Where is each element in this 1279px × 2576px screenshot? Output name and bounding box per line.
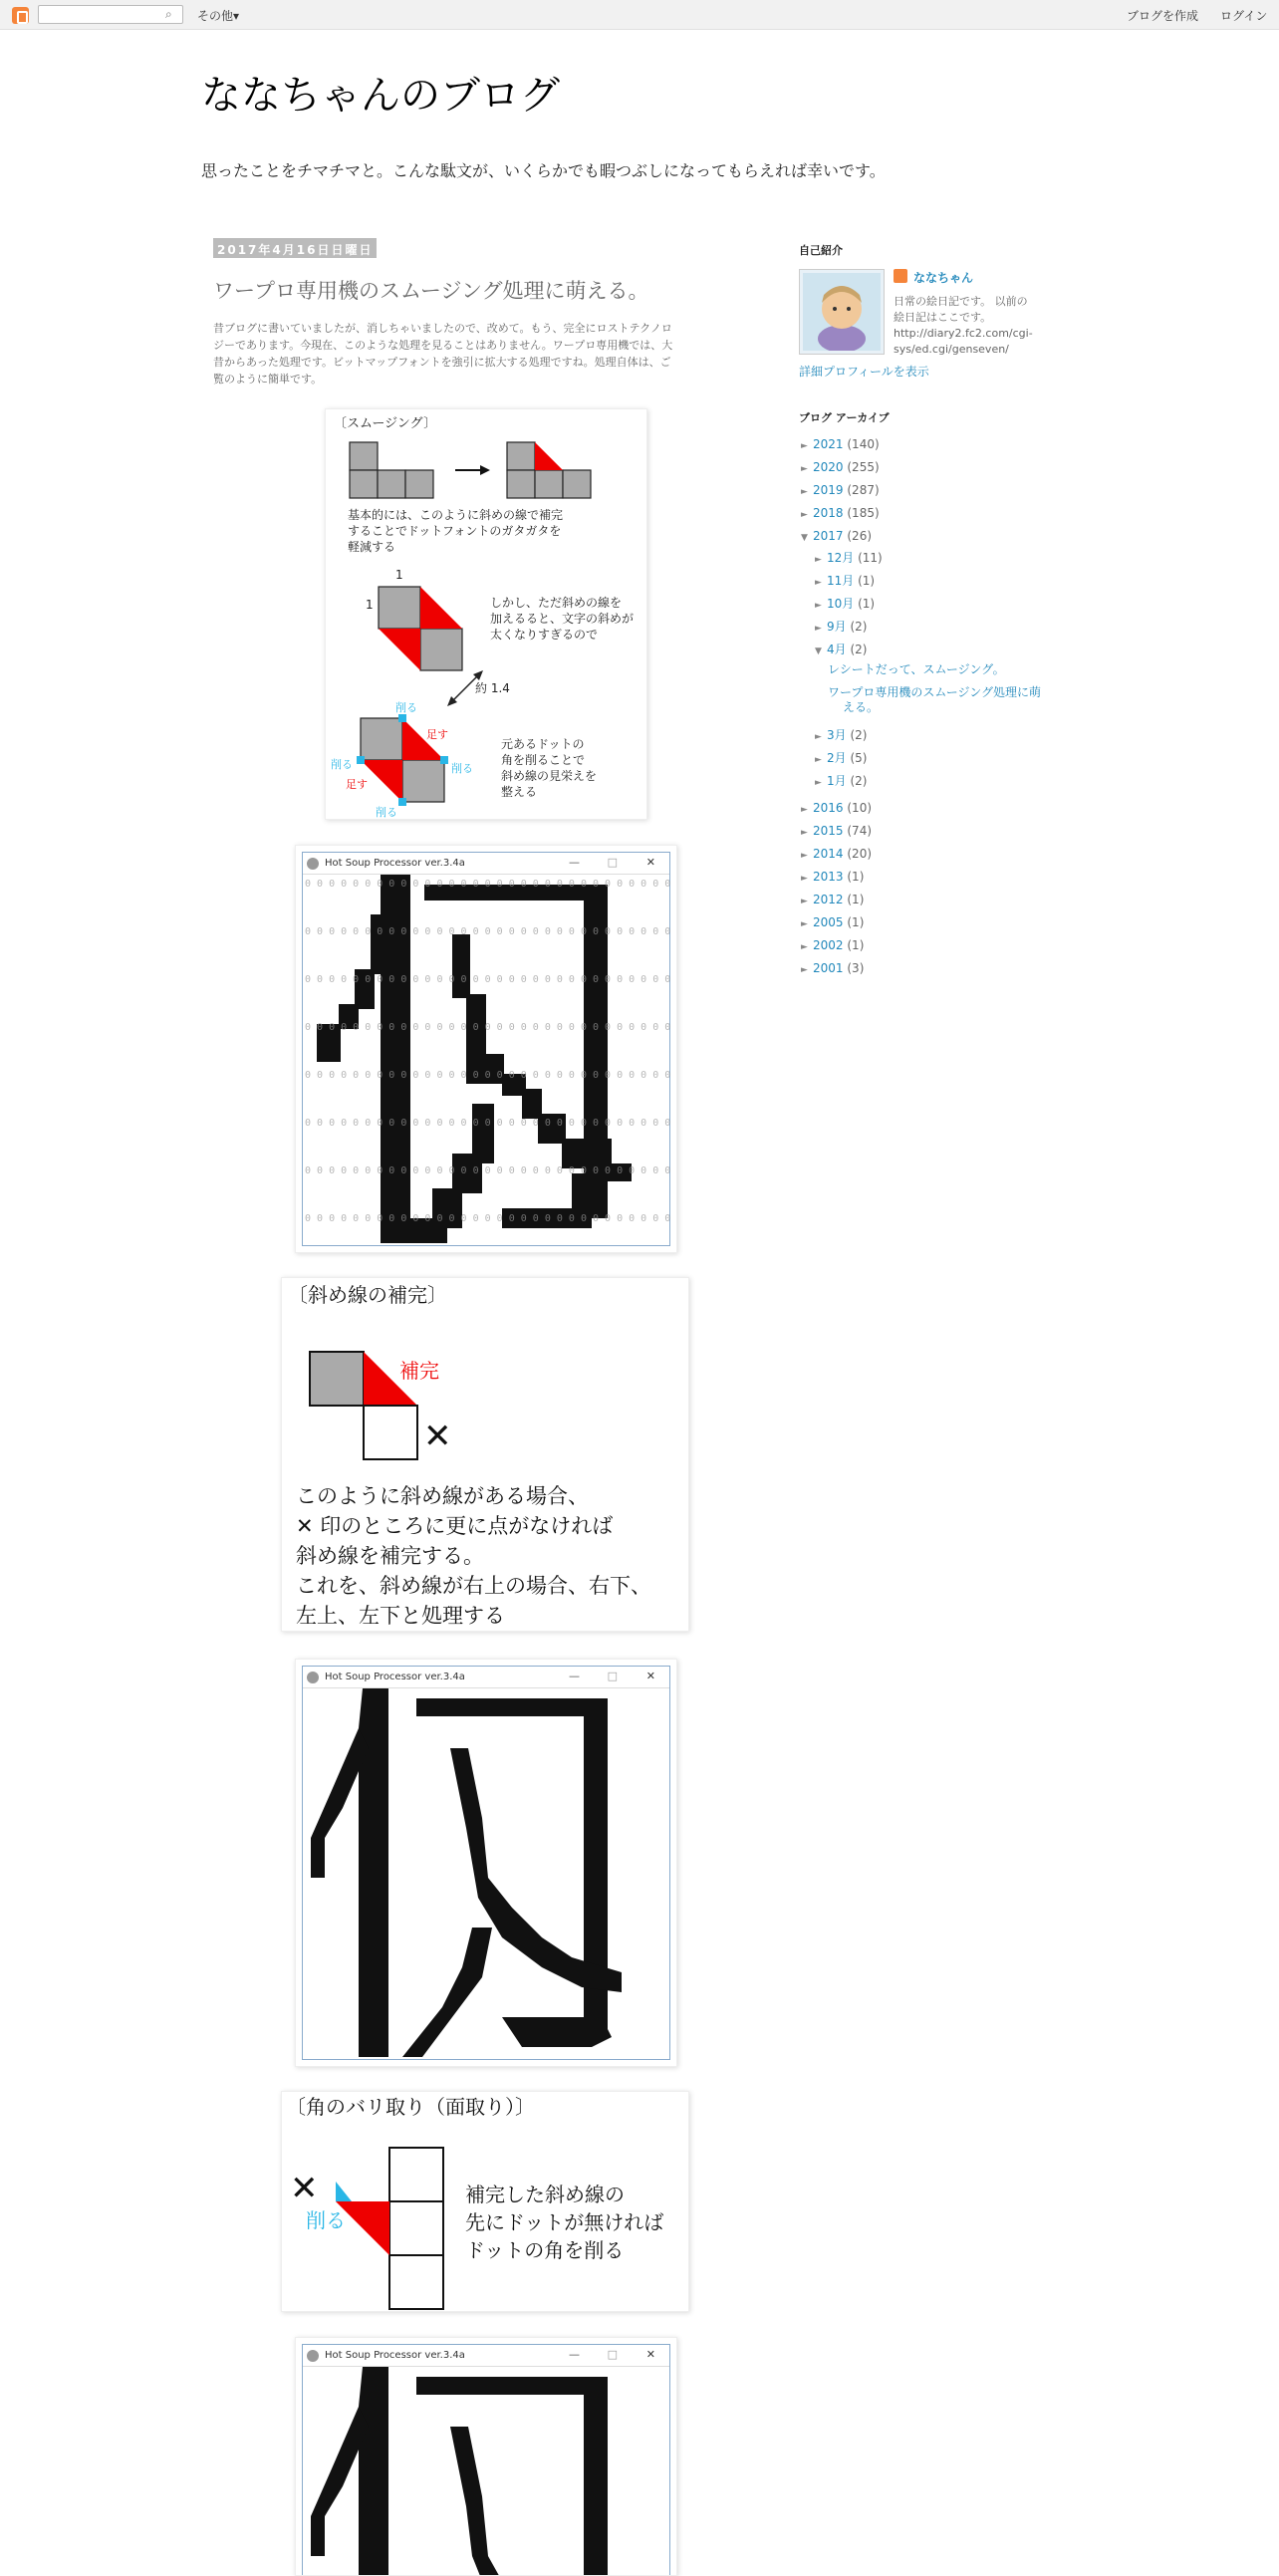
archive-month[interactable]: ► 3月 (2) <box>815 728 868 742</box>
expand-icon: ► <box>801 828 808 838</box>
archive-year[interactable]: ► 2021 (140) <box>801 437 880 451</box>
blogger-navbar <box>0 0 1279 30</box>
profile-name-link[interactable]: ななちゃん <box>913 271 974 285</box>
hsp-window-partial-image[interactable] <box>295 2337 677 2576</box>
more-menu[interactable]: その他▾ <box>197 9 240 23</box>
collapse-icon: ▼ <box>801 533 808 543</box>
create-blog-link[interactable]: ブログを作成 <box>1127 9 1199 23</box>
minimize-icon[interactable]: — <box>569 1670 580 1682</box>
svg-text:✕ 印のところに更に点がなければ: ✕ 印のところに更に点がなければ <box>296 1514 614 1538</box>
archive-month-expanded[interactable]: ▼ 4月 (2) <box>815 643 868 656</box>
archive-post-link[interactable]: レシートだって、スムージング。 <box>828 662 1005 676</box>
expand-icon: ► <box>815 778 822 788</box>
svg-text:ドットの角を削る: ドットの角を削る <box>465 2238 625 2262</box>
maximize-icon[interactable]: □ <box>607 856 618 869</box>
expand-icon: ► <box>801 919 808 929</box>
archive-month[interactable]: ► 10月 (1) <box>815 597 876 611</box>
corner-deburr-image[interactable] <box>281 2091 689 2312</box>
svg-text:約 1.4: 約 1.4 <box>475 681 510 695</box>
deburred-glyph <box>303 2367 670 2575</box>
svg-text:削る: 削る <box>451 762 473 775</box>
expand-icon: ► <box>801 874 808 884</box>
archive-year[interactable]: ► 2001 (3) <box>801 961 865 975</box>
archive-post-link-cont[interactable]: える。 <box>843 700 880 714</box>
archive-heading: ブログ アーカイブ <box>799 411 890 424</box>
svg-text:足す: 足す <box>346 778 368 791</box>
svg-text:足す: 足す <box>426 728 448 741</box>
svg-text:これを、斜め線が右上の場合、右下、: これを、斜め線が右上の場合、右下、 <box>296 1574 651 1598</box>
archive-year[interactable]: ► 2016 (10) <box>801 801 873 815</box>
svg-text:1: 1 <box>366 598 374 612</box>
window-title: Hot Soup Processor ver.3.4a <box>325 858 465 869</box>
svg-text:斜め線の見栄えを: 斜め線の見栄えを <box>501 769 598 783</box>
expand-icon: ► <box>801 441 808 451</box>
expand-icon: ► <box>815 755 822 765</box>
svg-text:✕: ✕ <box>290 2169 319 2208</box>
svg-text:〔斜め線の補完〕: 〔斜め線の補完〕 <box>288 1283 447 1307</box>
svg-text:補完した斜め線の: 補完した斜め線の <box>465 2183 625 2206</box>
blog-description: 思ったことをチマチマと。こんな駄文が、いくらかでも暇つぶしになってもらえれば幸いです。 <box>201 161 886 180</box>
svg-text:0 0 0 0 0 0 0 0 0 0 0 0 0 0 0: 0 0 0 0 0 0 0 0 0 0 0 0 0 0 0 0 0 0 0 0 0 0 0 0 0 0 0 0 0 0 0 <box>305 1118 671 1129</box>
minimize-icon[interactable]: — <box>569 2348 580 2361</box>
search-icon[interactable]: ⌕ <box>165 7 172 21</box>
expand-icon: ► <box>815 578 822 588</box>
login-link[interactable]: ログイン <box>1220 9 1268 23</box>
hsp-window-matrix-image[interactable] <box>295 845 677 1253</box>
svg-text:斜め線を補完する。: 斜め線を補完する。 <box>296 1544 484 1568</box>
archive-year[interactable]: ► 2014 (20) <box>801 847 873 861</box>
archive-year[interactable]: ► 2012 (1) <box>801 893 865 906</box>
fig1-line1: 基本的には、このように斜めの線で補完 <box>348 508 564 522</box>
archive-year[interactable]: ► 2005 (1) <box>801 915 865 929</box>
archive-year[interactable]: ► 2020 (255) <box>801 460 880 474</box>
post-body-line: 昔ブログに書いていましたが、消しちゃいましたので、改めて。もう、完全にロストテクノロ <box>213 322 672 335</box>
matrix-glyph <box>303 875 671 1247</box>
svg-text:角を削ることで: 角を削ることで <box>501 753 586 767</box>
post-title[interactable]: ワープロ専用機のスムージング処理に萌える。 <box>213 279 649 303</box>
expand-icon: ► <box>815 624 822 634</box>
view-profile-link[interactable]: 詳細プロフィールを表示 <box>799 365 929 379</box>
window-title: Hot Soup Processor ver.3.4a <box>325 2350 465 2361</box>
diagonal-completion-image[interactable] <box>281 1277 689 1632</box>
smoothing-diagram-image[interactable] <box>325 408 647 820</box>
archive-year[interactable]: ► 2013 (1) <box>801 870 865 884</box>
svg-text:左上、左下と処理する: 左上、左下と処理する <box>296 1604 505 1628</box>
app-icon <box>307 2350 319 2362</box>
fig1-line2: することでドットフォントのガタガタを <box>348 524 562 538</box>
expand-icon: ► <box>801 510 808 520</box>
post-body-line: ジーであります。今現在、このような処理を見ることはありません。ワープロ専用機では、大 <box>213 339 673 352</box>
svg-text:0 0 0 0 0 0 0 0 0 0 0 0 0 0 0: 0 0 0 0 0 0 0 0 0 0 0 0 0 0 0 0 0 0 0 0 0 0 0 0 0 0 0 0 0 0 0 <box>305 1022 671 1033</box>
svg-text:元あるドットの: 元あるドットの <box>501 737 585 751</box>
hsp-window-smoothed-image[interactable] <box>295 1659 677 2067</box>
svg-text:このように斜め線がある場合、: このように斜め線がある場合、 <box>296 1484 589 1508</box>
archive-year[interactable]: ► 2018 (185) <box>801 506 880 520</box>
app-icon <box>307 858 319 870</box>
close-icon[interactable]: ✕ <box>645 2348 655 2361</box>
expand-icon: ► <box>801 965 808 975</box>
fig1-heading: 〔スムージング〕 <box>334 416 437 431</box>
svg-text:太くなりすぎるので: 太くなりすぎるので <box>490 628 599 642</box>
expand-icon: ► <box>801 464 808 474</box>
close-icon[interactable]: ✕ <box>645 856 655 869</box>
svg-text:0 0 0 0 0 0 0 0 0 0 0 0 0 0 0: 0 0 0 0 0 0 0 0 0 0 0 0 0 0 0 0 0 0 0 0 0 0 0 0 0 0 0 0 0 0 0 <box>305 926 671 937</box>
blog-title[interactable]: ななちゃんのブログ <box>201 73 560 119</box>
maximize-icon[interactable]: □ <box>607 1670 618 1682</box>
smoothed-glyph <box>303 1688 671 2061</box>
svg-text:〔角のバリ取り（面取り）〕: 〔角のバリ取り（面取り）〕 <box>286 2095 535 2119</box>
post-body <box>213 320 756 387</box>
archive-post-link[interactable]: ワープロ専用機のスムージング処理に萌 <box>828 685 1042 699</box>
minimize-icon[interactable]: — <box>569 856 580 869</box>
archive-month[interactable]: ► 2月 (5) <box>815 751 868 765</box>
post-date: 2017年4月16日日曜日 <box>213 238 377 258</box>
fig1-line3: 軽減する <box>348 540 396 554</box>
svg-text:削る: 削る <box>376 806 397 819</box>
archive-month[interactable]: ► 12月 (11) <box>815 551 883 565</box>
profile-about: 日常の絵日記です。 以前の 絵日記はここです。 http://diary2.fc2.com/cgi- sys/ed.cgi/genseven/ <box>894 295 1033 356</box>
expand-icon: ► <box>815 555 822 565</box>
svg-text:加えるると、文字の斜めが: 加えるると、文字の斜めが <box>490 612 635 626</box>
svg-text:0 0 0 0 0 0 0 0 0 0 0 0 0 0 0: 0 0 0 0 0 0 0 0 0 0 0 0 0 0 0 0 0 0 0 0 0 0 0 0 0 0 0 0 0 0 0 <box>305 974 671 985</box>
search-input[interactable] <box>38 5 183 24</box>
svg-text:削る: 削る <box>331 758 353 771</box>
archive-month[interactable]: ► 11月 (1) <box>815 574 876 588</box>
archive-month[interactable]: ► 1月 (2) <box>815 774 868 788</box>
window-title: Hot Soup Processor ver.3.4a <box>325 1672 465 1682</box>
svg-text:削る: 削る <box>306 2208 346 2232</box>
svg-text:✕: ✕ <box>423 1417 452 1456</box>
archive-year[interactable]: ► 2002 (1) <box>801 938 865 952</box>
blogger-logo-icon[interactable] <box>12 7 29 24</box>
svg-text:0 0 0 0 0 0 0 0 0 0 0 0 0 0 0: 0 0 0 0 0 0 0 0 0 0 0 0 0 0 0 0 0 0 0 0 0 0 0 0 0 0 0 0 0 0 0 <box>305 879 671 890</box>
expand-icon: ► <box>815 601 822 611</box>
svg-text:補完: 補完 <box>399 1359 439 1383</box>
expand-icon: ► <box>815 732 822 742</box>
post-body-line: 覧のように簡単です。 <box>213 373 323 386</box>
archive-year-expanded[interactable]: ▼ 2017 (26) <box>801 529 873 543</box>
archive-year[interactable]: ► 2019 (287) <box>801 483 880 497</box>
profile-heading: 自己紹介 <box>799 244 843 257</box>
svg-text:1: 1 <box>395 568 403 582</box>
avatar[interactable] <box>799 269 885 355</box>
svg-text:0 0 0 0 0 0 0 0 0 0 0 0 0 0 0: 0 0 0 0 0 0 0 0 0 0 0 0 0 0 0 0 0 0 0 0 0 0 0 0 0 0 0 0 0 0 0 <box>305 1165 671 1176</box>
expand-icon: ► <box>801 487 808 497</box>
app-icon <box>307 1672 319 1683</box>
svg-text:0 0 0 0 0 0 0 0 0 0 0 0 0 0 0: 0 0 0 0 0 0 0 0 0 0 0 0 0 0 0 0 0 0 0 0 0 0 0 0 0 0 0 0 0 0 0 <box>305 1070 671 1081</box>
archive-year[interactable]: ► 2015 (74) <box>801 824 873 838</box>
close-icon[interactable]: ✕ <box>645 1670 655 1682</box>
post-body-line: 昔からあった処理です。ビットマップフォントを強引に拡大する処理ですね。処理自体は、ご <box>213 356 671 369</box>
expand-icon: ► <box>801 942 808 952</box>
archive-month[interactable]: ► 9月 (2) <box>815 620 868 634</box>
svg-text:削る: 削る <box>395 701 417 714</box>
svg-text:先にドットが無ければ: 先にドットが無ければ <box>465 2210 664 2234</box>
svg-text:しかし、ただ斜めの線を: しかし、ただ斜めの線を <box>490 596 623 610</box>
expand-icon: ► <box>801 851 808 861</box>
svg-text:0 0 0 0 0 0 0 0 0 0 0 0 0 0 0: 0 0 0 0 0 0 0 0 0 0 0 0 0 0 0 0 0 0 0 0 0 0 0 0 0 0 0 0 0 0 0 <box>305 1213 671 1224</box>
expand-icon: ► <box>801 897 808 906</box>
collapse-icon: ▼ <box>815 646 822 656</box>
svg-text:整える: 整える <box>501 785 538 799</box>
blogger-profile-icon <box>894 269 907 283</box>
maximize-icon[interactable]: □ <box>607 2348 618 2361</box>
expand-icon: ► <box>801 805 808 815</box>
